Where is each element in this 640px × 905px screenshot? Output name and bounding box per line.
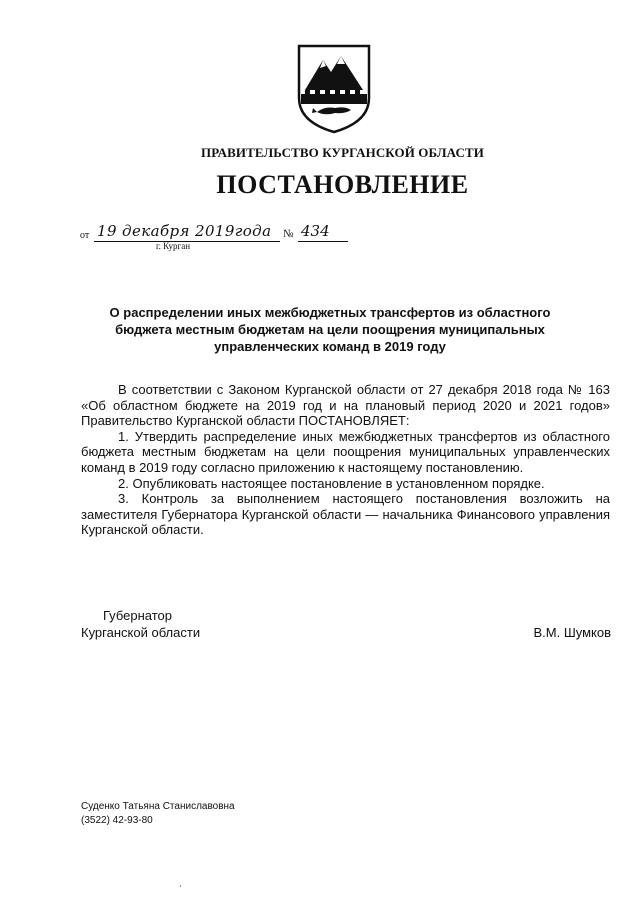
item-paragraph-2: 2. Опубликовать настоящее постановление в установленном порядке. xyxy=(118,475,545,491)
number-prefix: № xyxy=(283,228,294,240)
document-title: О распределении иных межбюджетных трансфертов из областного бюджета местным бюджетам на цели поощрения муниципальных управленческих команд в 2019 году xyxy=(109,305,551,354)
executor-name: Суденко Татьяна Станиславовна xyxy=(81,801,235,812)
coat-of-arms-icon xyxy=(295,42,373,134)
preamble-paragraph: В соответствии с Законом Курганской области от 27 декабря 2018 года № 163 «Об областном бюджете на 2019 год и на плановый период 2020 и 2021 годов» Правительство Курганской области ПОСТАНОВЛЯЕТ: xyxy=(81,382,610,429)
executor-info xyxy=(81,800,235,828)
item-paragraph-3: 3. Контроль за выполнением настоящего постановления возложить на заместителя Губернатора Курганской области — начальника Финансового управления Курганской области. xyxy=(81,491,610,538)
signature-block xyxy=(81,607,611,641)
date-number-line xyxy=(80,222,380,256)
signatory-post-line1: Губернатор xyxy=(103,608,172,623)
item-paragraph-1: 1. Утвердить распределение иных межбюджетных трансфертов из областного бюджета местным бюджетам на цели поощрения муниципальных управленческих команд в 2019 году согласно приложению к настоящему постановлению. xyxy=(81,428,610,475)
date-value: 19 декабря 2019года xyxy=(94,222,280,242)
city: г. Курган xyxy=(156,241,191,251)
scan-speck xyxy=(180,885,181,887)
date-prefix: от xyxy=(80,230,90,241)
number-value: 434 xyxy=(298,222,348,242)
executor-phone: (3522) 42-93-80 xyxy=(81,815,153,826)
government-name: ПРАВИТЕЛЬСТВО КУРГАНСКОЙ ОБЛАСТИ xyxy=(201,145,484,160)
signatory-post-line2: Курганской области xyxy=(81,625,201,640)
document-body xyxy=(81,382,610,538)
signatory-name: В.М. Шумков xyxy=(533,625,611,640)
document-type: ПОСТАНОВЛЕНИЕ xyxy=(216,170,469,199)
